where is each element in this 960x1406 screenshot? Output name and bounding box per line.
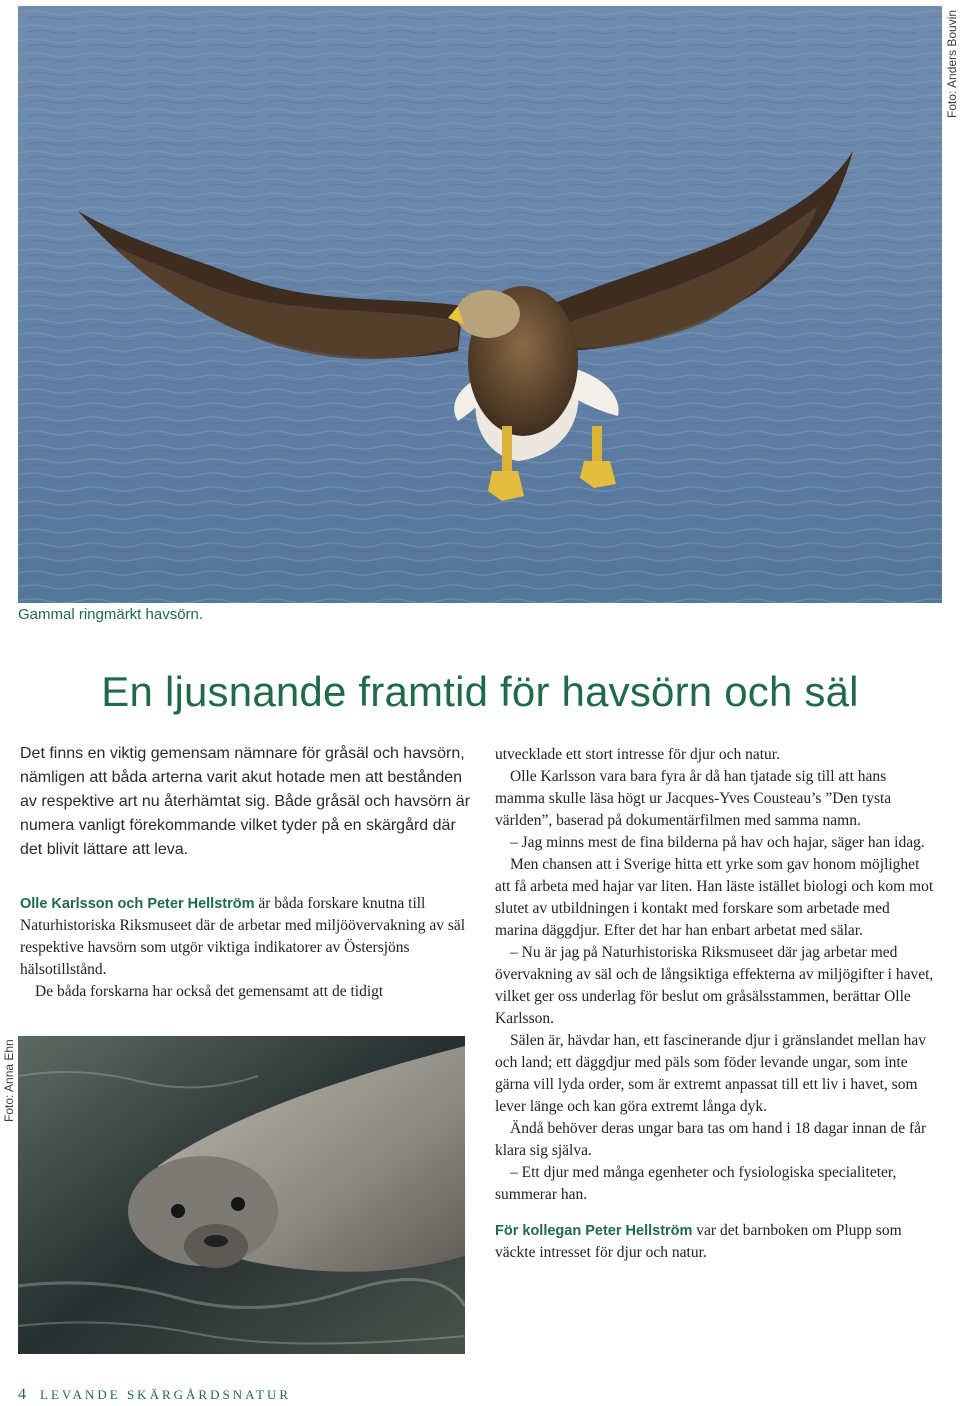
paragraph: – Nu är jag på Naturhistoriska Riksmuseet där jag arbetar med övervakning av säl och de långsiktiga effekterna av miljögifter i havet, vilket ger oss underlag för beslut om gråsälsstammen, berättar Olle Karlsson. bbox=[495, 944, 934, 1027]
paragraph-text: är båda forskare knutna till Naturhistoriska Riksmuseet där de arbetar med miljöövervakning av säl respektive havsörn som utgör viktiga indikatorer av Östersjöns hälsotillstånd. bbox=[20, 895, 466, 978]
paragraph bbox=[20, 893, 472, 981]
paragraph: utvecklade ett stort intresse för djur och natur. bbox=[495, 746, 780, 763]
paragraph: – Ett djur med många egenheter och fysiologiska specialiteter, summerar han. bbox=[495, 1164, 897, 1203]
paragraph: Ändå behöver deras ungar bara tas om hand i 18 dagar innan de får klara sig själva. bbox=[495, 1120, 927, 1159]
paragraph bbox=[495, 1220, 935, 1264]
lead-in-names: Olle Karlsson och Peter Hellström bbox=[20, 896, 255, 912]
paragraph: Sälen är, hävdar han, ett fascinerande djur i gränslandet mellan hav och land; ett däggdjur med päls som föder levande ungar, som inte gärna vill lyda order, som är extremt anpassat till ett liv i havet, som lever länge och kan göra extremt långa dyk. bbox=[495, 1032, 926, 1115]
white-tailed-eagle-illustration bbox=[18, 6, 942, 603]
paragraph: – Jag minns mest de fina bilderna på hav och hajar, säger han idag. bbox=[510, 834, 925, 851]
seal-photo-credit: Foto: Anna Ehn bbox=[2, 1039, 16, 1122]
page-footer bbox=[18, 1386, 291, 1404]
grey-seal-illustration bbox=[18, 1036, 465, 1354]
lead-in-name: För kollegan Peter Hellström bbox=[495, 1223, 693, 1239]
article-headline: En ljusnande framtid för havsörn och säl bbox=[101, 668, 859, 715]
paragraph: De båda forskarna har också det gemensamt att de tidigt bbox=[35, 983, 384, 1000]
photo-caption: Gammal ringmärkt havsörn. bbox=[18, 606, 204, 623]
body-column-right bbox=[495, 744, 935, 1264]
paragraph-text: var det barnboken om Plupp som väckte intresset för djur och natur. bbox=[495, 1222, 902, 1261]
paragraph: Men chansen att i Sverige hitta ett yrke som gav honom möjlighet att få arbeta med hajar var liten. Han läste istället biologi och kom mot slutet av utbildningen i kontakt med forskare som arbetade med marina däggdjur. Efter det har han enbart arbetat med sälar. bbox=[495, 856, 934, 939]
eagle-photo bbox=[18, 6, 942, 603]
magazine-name: LEVANDE SKÄRGÅRDSNATUR bbox=[40, 1387, 292, 1402]
paragraph: Olle Karlsson vara bara fyra år då han tjatade sig till att hans mamma skulle läsa högt ur Jacques-Yves Cousteau’s ”Den tysta världen”, baserad på dokumentärfilmen med samma namn. bbox=[495, 768, 892, 829]
eagle-photo-credit: Foto: Anders Bouvin bbox=[945, 9, 959, 118]
article-intro: Det finns en viktig gemensam nämnare för gråsäl och havsörn, nämligen att båda arterna varit akut hotade men att bestånden av respektive art nu återhämtat sig. Både gråsäl och havsörn är numera vanligt förekommande vilket tyder på en skärgård där det blivit lättare att leva. bbox=[20, 745, 471, 858]
seal-photo bbox=[18, 1036, 465, 1354]
page-number: 4 bbox=[18, 1386, 26, 1403]
body-column-left bbox=[20, 893, 472, 1003]
